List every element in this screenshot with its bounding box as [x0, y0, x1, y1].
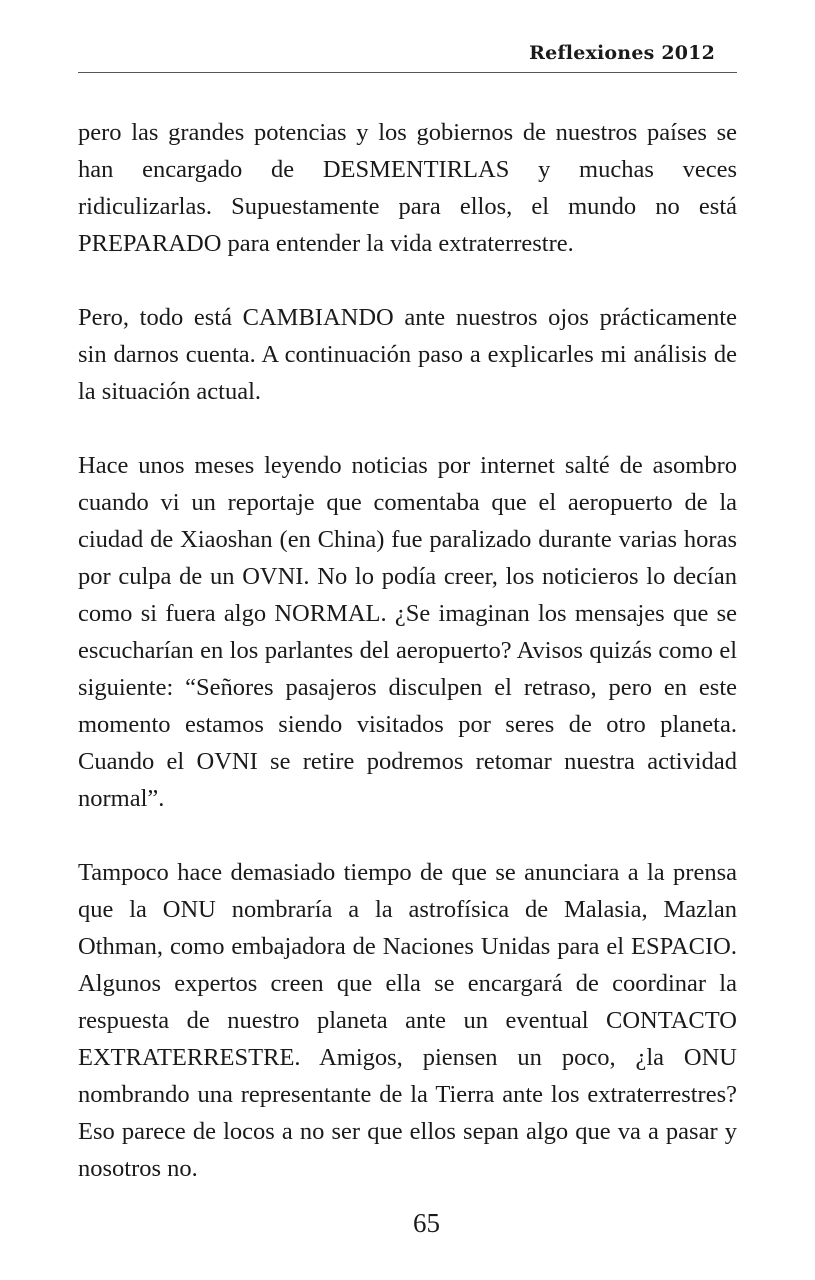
paragraph-1: pero las grandes potencias y los gobiernos de nuestros países se han encargado de DESMENTIRLAS y muchas veces ridiculizarlas. Supuestamente para ellos, el mundo no está PREPARADO para entender la vida extraterrestre.	[78, 119, 737, 257]
paragraph-2: Pero, todo está CAMBIANDO ante nuestros ojos prácticamente sin darnos cuenta. A continuación paso a explicarles mi análisis de la situación actual.	[78, 304, 737, 405]
running-header-title: Reflexiones 2012	[529, 42, 715, 64]
paragraph-4: Tampoco hace demasiado tiempo de que se anunciara a la prensa que la ONU nombraría a la astrofísica de Malasia, Mazlan Othman, como embajadora de Naciones Unidas para el ESPACIO. Algunos expertos creen que ella se encargará de coordinar la respuesta de nuestro planeta ante un eventual CONTACTO EXTRATERRESTRE. Amigos, piensen un poco, ¿la ONU nombrando una representante de la Tierra ante los extraterrestres? Eso parece de locos a no ser que ellos sepan algo que va a pasar y nosotros no.	[78, 859, 737, 1182]
header-divider	[78, 72, 737, 73]
body-text	[78, 114, 737, 1224]
paragraph-3: Hace unos meses leyendo noticias por internet salté de asombro cuando vi un reportaje que comentaba que el aeropuerto de la ciudad de Xiaoshan (en China) fue paralizado durante varias horas por culpa de un OVNI. No lo podía creer, los noticieros lo decían como si fuera algo NORMAL. ¿Se imaginan los mensajes que se escucharían en los parlantes del aeropuerto? Avisos quizás como el siguiente: “Señores pasajeros disculpen el retraso, pero en este momento estamos siendo visitados por seres de otro planeta. Cuando el OVNI se retire podremos retomar nuestra actividad normal”.	[78, 452, 737, 812]
page-number: 65	[413, 1208, 440, 1238]
